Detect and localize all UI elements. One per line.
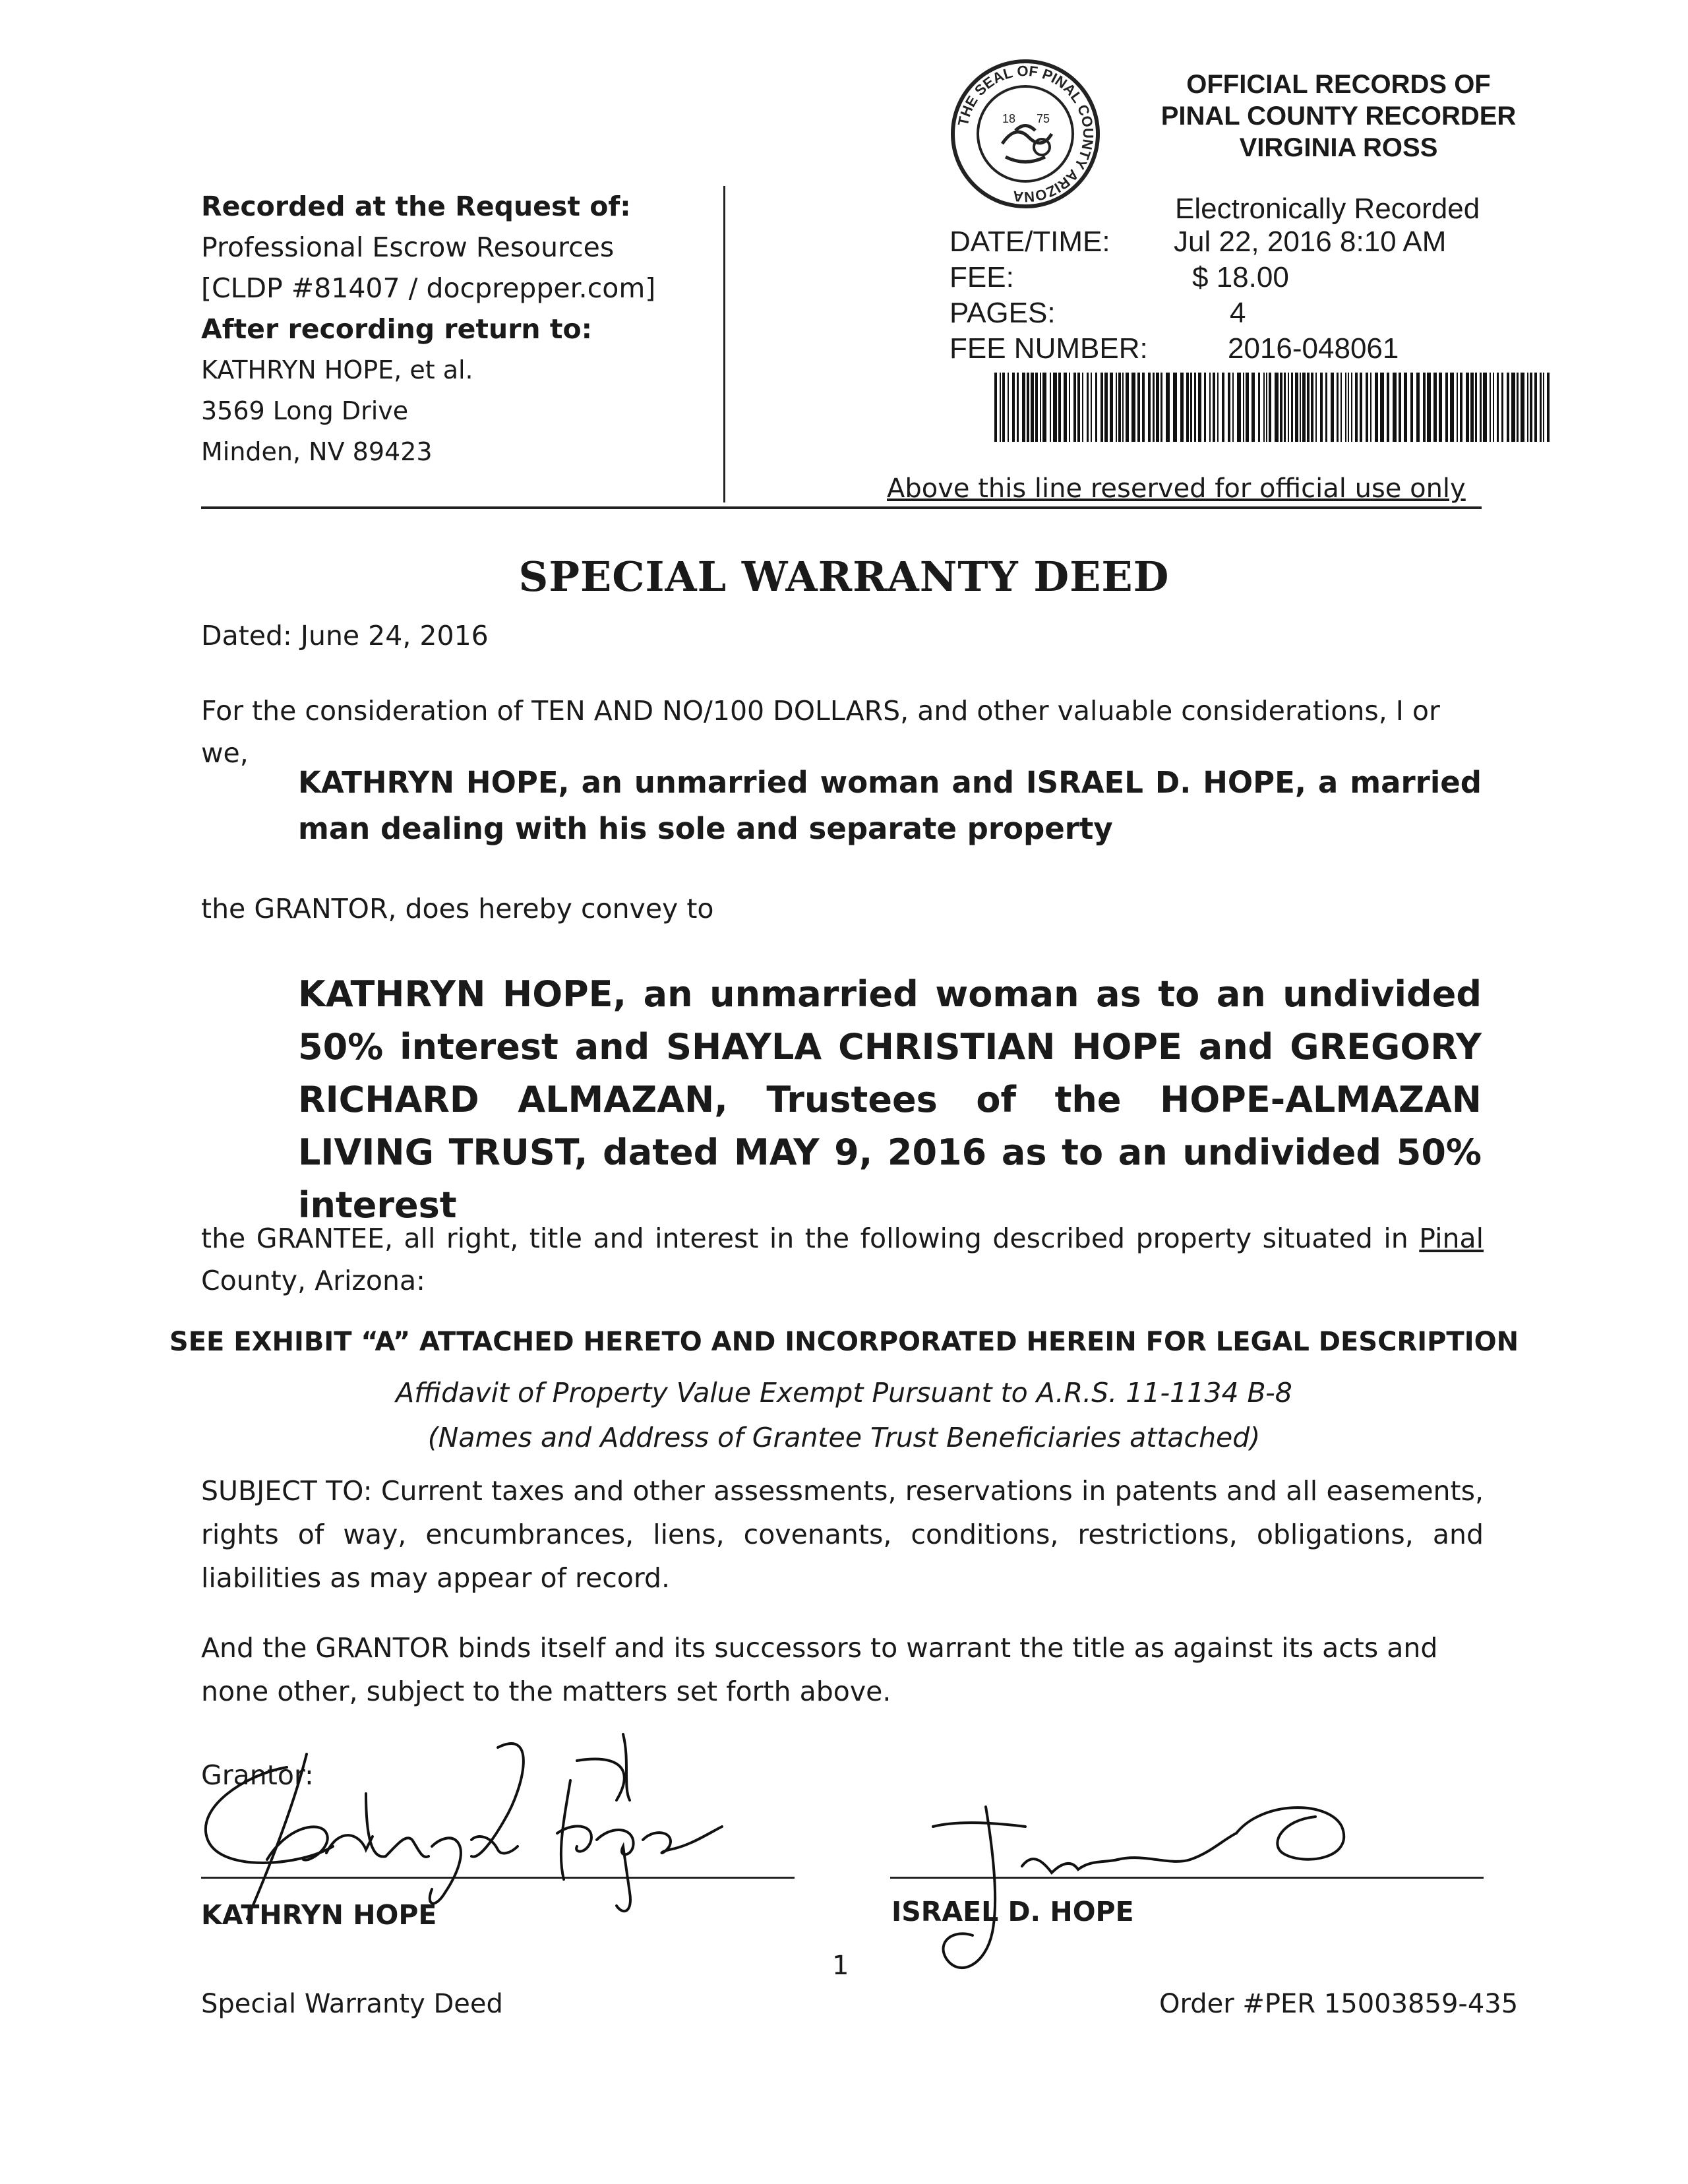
barcode-bar xyxy=(1166,373,1170,442)
signature-israel-hope-icon xyxy=(893,1787,1368,1978)
electronically-recorded: Electronically Recorded xyxy=(1175,193,1480,225)
barcode-bar xyxy=(1416,373,1420,442)
barcode-bar xyxy=(1543,373,1544,442)
barcode-bar xyxy=(1433,373,1437,442)
barcode-bar xyxy=(1258,373,1260,442)
request-block xyxy=(201,186,702,472)
signature-kathryn-hope-icon xyxy=(168,1728,735,1926)
barcode-bar xyxy=(1423,373,1426,442)
barcode-bar xyxy=(1275,373,1279,442)
barcode-bar xyxy=(1470,373,1474,442)
barcode-icon xyxy=(994,373,1555,442)
seal-year-left: 18 xyxy=(1002,112,1016,125)
recorder-header xyxy=(1114,69,1563,164)
barcode-bar xyxy=(1095,373,1097,442)
barcode-bar xyxy=(1450,373,1454,442)
grantee-paragraph xyxy=(201,1217,1484,1302)
recording-value: Jul 22, 2016 8:10 AM xyxy=(1174,226,1447,258)
barcode-bar xyxy=(1280,373,1282,442)
barcode-bar xyxy=(1366,373,1368,442)
consideration-paragraph: For the consideration of TEN AND NO/100 DOLLARS, and other valuable considerations, I or we, xyxy=(201,695,1440,769)
barcode-bar xyxy=(1325,373,1327,442)
official-use-note: Above this line reserved for official use only xyxy=(887,473,1466,504)
barcode-bar xyxy=(1228,373,1230,442)
barcode-bar xyxy=(1466,373,1469,442)
barcode-bar xyxy=(1266,373,1267,442)
return-city: Minden, NV 89423 xyxy=(201,437,433,466)
barcode-bar xyxy=(1069,373,1070,442)
convey-line: the GRANTOR, does hereby convey to xyxy=(201,893,714,925)
recording-row-fee-number xyxy=(950,331,1576,367)
grantees-paragraph: KATHRYN HOPE, an unmarried woman as to an undivided 50% interest and SHAYLA CHRISTIAN HOPE and GREGORY RICHARD ALMAZAN, Trustees of the HOPE-ALMAZAN LIVING TRUST, dated MAY 9, 2016 as to an undivided 50% interest xyxy=(298,973,1482,1226)
signer-name-2: ISRAEL D. HOPE xyxy=(891,1896,1134,1927)
barcode-bar xyxy=(1527,373,1528,442)
barcode-bar xyxy=(1002,373,1005,442)
footer-left: Special Warranty Deed xyxy=(201,1989,503,2019)
recording-value: $ 18.00 xyxy=(1192,261,1289,293)
barcode-bar xyxy=(1490,373,1491,442)
barcode-bar xyxy=(1190,373,1192,442)
barcode-bar xyxy=(1232,373,1234,442)
barcode-bar xyxy=(1302,373,1306,442)
barcode-bar xyxy=(1058,373,1061,442)
barcode-bar xyxy=(1073,373,1076,442)
recorder-header-line-1: OFFICIAL RECORDS OF xyxy=(1186,70,1491,99)
barcode-bar xyxy=(1100,373,1103,442)
barcode-bar xyxy=(1517,373,1519,442)
barcode-bar xyxy=(1399,373,1401,442)
barcode-bar xyxy=(1000,373,1001,442)
barcode-bar xyxy=(1460,373,1462,442)
barcode-bar xyxy=(1355,373,1358,442)
barcode-bar xyxy=(1288,373,1289,442)
seal-year-right: 75 xyxy=(1037,112,1050,125)
barcode-bar xyxy=(1237,373,1241,442)
recorded-request-label: Recorded at the Request of: xyxy=(201,191,631,222)
barcode-bar xyxy=(1042,373,1046,442)
barcode-bar xyxy=(1511,373,1515,442)
barcode-bar xyxy=(1375,373,1378,442)
seal-text: THE SEAL OF PINAL COUNTY ARIZONA xyxy=(954,62,1097,206)
barcode-bar xyxy=(1410,373,1413,442)
barcode-bar xyxy=(1156,373,1159,442)
barcode-bar xyxy=(1012,373,1015,442)
barcode-bar xyxy=(1457,373,1458,442)
barcode-bar xyxy=(1311,373,1313,442)
barcode-bar xyxy=(1251,373,1255,442)
barcode-bar xyxy=(1137,373,1140,442)
grantor-label: Grantor: xyxy=(201,1759,314,1791)
barcode-bar xyxy=(1393,373,1397,442)
grantee-text-before: the GRANTEE, all right, title and interest in the following described property situated in xyxy=(201,1223,1420,1254)
barcode-bar xyxy=(1269,373,1271,442)
barcode-bar xyxy=(1475,373,1477,442)
recording-row-fee xyxy=(950,260,1576,295)
recorder-header-line-2: PINAL COUNTY RECORDER xyxy=(1160,102,1517,131)
barcode-bar xyxy=(1337,373,1339,442)
barcode-bar xyxy=(1404,373,1407,442)
barcode-bar xyxy=(1341,373,1342,442)
barcode-bar xyxy=(1320,373,1323,442)
barcode-bar xyxy=(1008,373,1009,442)
barcode-bar xyxy=(1380,373,1384,442)
barcode-bar xyxy=(1053,373,1057,442)
barcode-bar xyxy=(1040,373,1041,442)
barcode-bar xyxy=(1307,373,1310,442)
recording-label: PAGES: xyxy=(950,297,1056,329)
barcode-bar xyxy=(1160,373,1162,442)
barcode-bar xyxy=(1104,373,1108,442)
barcode-bar xyxy=(1243,373,1244,442)
dated-line: Dated: June 24, 2016 xyxy=(201,620,489,652)
return-street: 3569 Long Drive xyxy=(201,396,409,425)
signer-name-1: KATHRYN HOPE xyxy=(201,1899,437,1931)
barcode-bar xyxy=(1263,373,1265,442)
barcode-bar xyxy=(1351,373,1352,442)
document-title: SPECIAL WARRANTY DEED xyxy=(518,553,1170,601)
barcode-bar xyxy=(1131,373,1135,442)
barcode-bar xyxy=(1198,373,1201,442)
barcode-bar xyxy=(1173,373,1177,442)
barcode-bar xyxy=(1222,373,1224,442)
barcode-bar xyxy=(1142,373,1145,442)
barcode-bar xyxy=(1345,373,1346,442)
recording-value: 2016-048061 xyxy=(1228,332,1399,365)
barcode-bar xyxy=(1194,373,1196,442)
barcode-bar xyxy=(1246,373,1249,442)
barcode-bar xyxy=(1022,373,1025,442)
barcode-bar xyxy=(1118,373,1121,442)
barcode-bar xyxy=(1530,373,1532,442)
barcode-bar xyxy=(1204,373,1206,442)
barcode-bar xyxy=(1439,373,1442,442)
recorder-header-line-3: VIRGINIA ROSS xyxy=(1239,133,1438,162)
barcode-bar xyxy=(1126,373,1129,442)
barcode-bar xyxy=(1370,373,1372,442)
barcode-bar xyxy=(1209,373,1211,442)
binds-paragraph: And the GRANTOR binds itself and its successors to warrant the title as against its acts and none other, subject to the matters set forth above. xyxy=(201,1632,1438,1707)
barcode-bar xyxy=(1087,373,1089,442)
barcode-bar xyxy=(1483,373,1487,442)
barcode-bar xyxy=(1077,373,1080,442)
barcode-bar xyxy=(1180,373,1184,442)
barcode-bar xyxy=(1315,373,1317,442)
barcode-bar xyxy=(1331,373,1334,442)
barcode-bar xyxy=(994,373,997,442)
barcode-bar xyxy=(1497,373,1499,442)
barcode-bar xyxy=(1017,373,1019,442)
footer-right: Order #PER 15003859-435 xyxy=(1159,1989,1519,2019)
barcode-bar xyxy=(1507,373,1509,442)
beneficiaries-note: (Names and Address of Grantee Trust Beneficiaries attached) xyxy=(427,1422,1261,1453)
barcode-bar xyxy=(1064,373,1067,442)
affidavit-line: Affidavit of Property Value Exempt Pursuant to A.R.S. 11-1134 B-8 xyxy=(396,1377,1292,1409)
barcode-bar xyxy=(1521,373,1524,442)
barcode-bar xyxy=(1480,373,1482,442)
barcode-bar xyxy=(1427,373,1431,442)
barcode-bar xyxy=(1493,373,1494,442)
barcode-bar xyxy=(1050,373,1051,442)
recording-row-pages xyxy=(950,295,1576,331)
barcode-bar xyxy=(1082,373,1083,442)
barcode-bar xyxy=(1360,373,1362,442)
exhibit-line: SEE EXHIBIT “A” ATTACHED HERETO AND INCORPORATED HEREIN FOR LEGAL DESCRIPTION xyxy=(169,1327,1519,1357)
recording-row-datetime xyxy=(950,224,1576,260)
header-divider-vertical xyxy=(723,186,725,502)
subject-to-paragraph: SUBJECT TO: Current taxes and other assessments, reservations in patents and all easements, rights of way, encumbrances, liens, covenants, conditions, restrictions, obligations, and liabilities as may appear of record. xyxy=(201,1475,1484,1594)
barcode-bar xyxy=(1116,373,1117,442)
barcode-bar xyxy=(1122,373,1124,442)
return-name: KATHRYN HOPE, et al. xyxy=(201,355,473,384)
barcode-bar xyxy=(1540,373,1542,442)
barcode-bar xyxy=(1110,373,1113,442)
barcode-bar xyxy=(1348,373,1349,442)
barcode-bar xyxy=(1295,373,1298,442)
requester-name: Professional Escrow Resources xyxy=(201,231,615,263)
barcode-bar xyxy=(1217,373,1219,442)
county-seal-icon xyxy=(950,58,1101,210)
recording-label: FEE: xyxy=(950,261,1014,293)
barcode-bar xyxy=(1445,373,1448,442)
barcode-bar xyxy=(1501,373,1503,442)
page-number: 1 xyxy=(832,1951,849,1981)
barcode-bar xyxy=(1300,373,1301,442)
requester-id: [CLDP #81407 / docprepper.com] xyxy=(201,272,656,304)
recording-details xyxy=(950,224,1576,367)
barcode-bar xyxy=(1031,373,1034,442)
barcode-bar xyxy=(1213,373,1215,442)
barcode-bar xyxy=(1035,373,1038,442)
grantee-text-after: County, Arizona: xyxy=(201,1265,425,1296)
recording-label: DATE/TIME: xyxy=(950,226,1110,258)
barcode-bar xyxy=(1148,373,1151,442)
barcode-bar xyxy=(1387,373,1389,442)
recording-value: 4 xyxy=(1230,297,1246,329)
barcode-bar xyxy=(1284,373,1286,442)
header-divider-horizontal xyxy=(201,506,1482,509)
barcode-bar xyxy=(1291,373,1293,442)
barcode-bar xyxy=(1091,373,1092,442)
recording-label: FEE NUMBER: xyxy=(950,332,1148,365)
barcode-bar xyxy=(1153,373,1155,442)
barcode-bar xyxy=(1027,373,1029,442)
return-label: After recording return to: xyxy=(201,313,593,345)
barcode-bar xyxy=(1186,373,1189,442)
barcode-bar xyxy=(1534,373,1537,442)
grantee-county: Pinal xyxy=(1419,1223,1484,1254)
grantors-paragraph: KATHRYN HOPE, an unmarried woman and ISRAEL D. HOPE, a married man dealing with his sole and separate property xyxy=(298,765,1482,846)
barcode-bar xyxy=(1547,373,1550,442)
